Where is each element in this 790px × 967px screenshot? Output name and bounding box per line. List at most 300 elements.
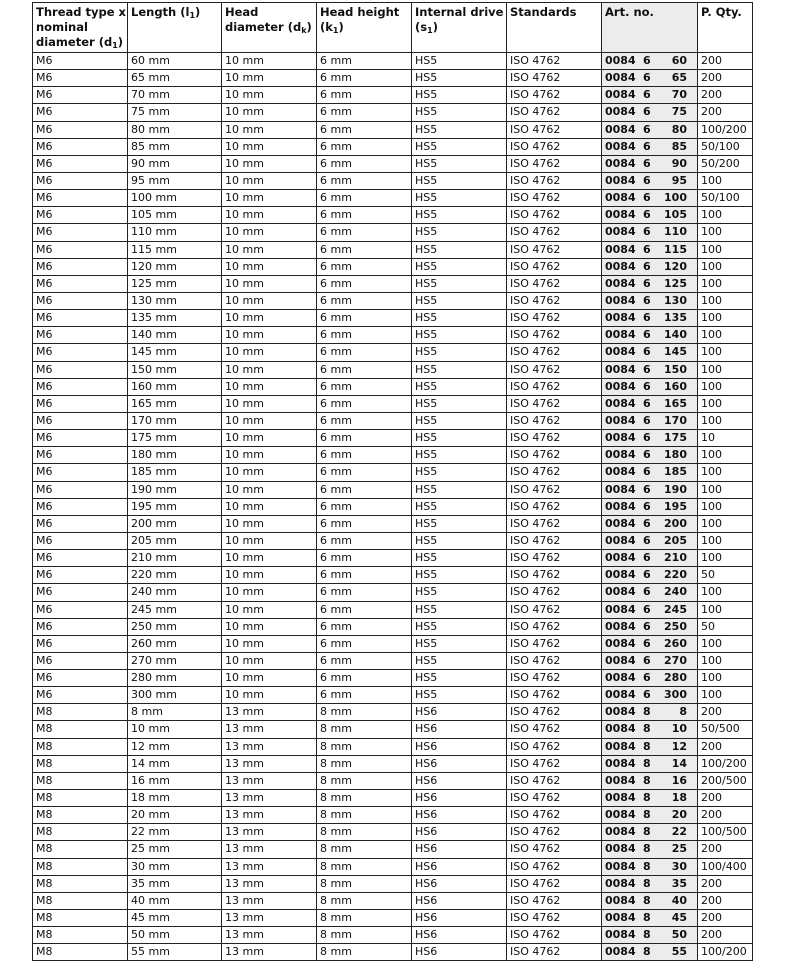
cell-standard: ISO 4762 — [507, 70, 602, 87]
art-no-part: 6 — [643, 602, 651, 616]
header-standards: Standards — [507, 3, 602, 53]
cell-p-qty: 200/500 — [698, 772, 753, 789]
cell-thread: M6 — [33, 241, 128, 258]
cell-art-no — [602, 395, 698, 412]
art-no-part: 0084 — [605, 653, 636, 667]
table-row — [33, 841, 753, 858]
table-row — [33, 515, 753, 532]
art-no-part: 0084 — [605, 825, 636, 839]
art-no-part: 6 — [643, 379, 651, 393]
cell-thread: M8 — [33, 841, 128, 858]
art-no-part: 0084 — [605, 328, 636, 342]
art-no-part: 22 — [671, 825, 687, 839]
art-no-part: 60 — [671, 54, 687, 67]
cell-standard: ISO 4762 — [507, 927, 602, 944]
cell-length: 100 mm — [128, 190, 222, 207]
cell-head-height: 8 mm — [317, 790, 412, 807]
table-row — [33, 275, 753, 292]
cell-internal-drive: HS5 — [412, 258, 507, 275]
cell-head-diameter: 10 mm — [222, 258, 317, 275]
cell-head-diameter: 13 mm — [222, 841, 317, 858]
art-no-part: 0084 — [605, 71, 636, 85]
cell-head-height: 6 mm — [317, 327, 412, 344]
cell-head-diameter: 10 mm — [222, 584, 317, 601]
cell-standard: ISO 4762 — [507, 275, 602, 292]
cell-head-height: 8 mm — [317, 738, 412, 755]
cell-thread: M8 — [33, 790, 128, 807]
cell-length: 40 mm — [128, 892, 222, 909]
art-no-part: 145 — [664, 345, 687, 359]
table-row — [33, 584, 753, 601]
cell-length: 65 mm — [128, 70, 222, 87]
table-row — [33, 241, 753, 258]
table-row — [33, 687, 753, 704]
cell-standard: ISO 4762 — [507, 910, 602, 927]
cell-p-qty: 200 — [698, 892, 753, 909]
cell-internal-drive: HS5 — [412, 70, 507, 87]
cell-internal-drive: HS5 — [412, 241, 507, 258]
table-row — [33, 104, 753, 121]
cell-art-no — [602, 224, 698, 241]
cell-p-qty: 100 — [698, 241, 753, 258]
cell-head-height: 6 mm — [317, 275, 412, 292]
table-row — [33, 772, 753, 789]
cell-thread: M8 — [33, 910, 128, 927]
cell-p-qty: 100 — [698, 515, 753, 532]
cell-standard: ISO 4762 — [507, 841, 602, 858]
art-no-part: 6 — [643, 551, 651, 565]
cell-art-no — [602, 447, 698, 464]
cell-thread: M6 — [33, 515, 128, 532]
cell-art-no — [602, 53, 698, 70]
art-no-part: 115 — [664, 242, 687, 256]
cell-standard: ISO 4762 — [507, 498, 602, 515]
cell-p-qty: 100 — [698, 344, 753, 361]
cell-internal-drive: HS5 — [412, 567, 507, 584]
cell-p-qty: 10 — [698, 430, 753, 447]
cell-art-no — [602, 292, 698, 309]
art-no-part: 6 — [643, 311, 651, 325]
art-no-part: 6 — [643, 173, 651, 187]
table-row — [33, 464, 753, 481]
table-row — [33, 704, 753, 721]
header-p-qty: P. Qty. — [698, 3, 753, 53]
table-row — [33, 53, 753, 70]
cell-internal-drive: HS6 — [412, 824, 507, 841]
cell-standard: ISO 4762 — [507, 601, 602, 618]
cell-p-qty: 100 — [698, 635, 753, 652]
art-no-part: 0084 — [605, 705, 636, 719]
cell-head-height: 6 mm — [317, 190, 412, 207]
header-head-height: Head height $(k_1)$ — [317, 3, 412, 53]
cell-art-no — [602, 344, 698, 361]
cell-length: 20 mm — [128, 807, 222, 824]
art-no-part: 0084 — [605, 568, 636, 582]
cell-thread: M6 — [33, 652, 128, 669]
art-no-part: 0084 — [605, 928, 636, 942]
cell-standard: ISO 4762 — [507, 327, 602, 344]
header-row — [33, 3, 753, 53]
art-no-part: 0084 — [605, 259, 636, 273]
cell-head-diameter: 13 mm — [222, 772, 317, 789]
cell-p-qty: 100 — [698, 395, 753, 412]
art-no-part: 6 — [643, 499, 651, 513]
cell-head-diameter: 13 mm — [222, 875, 317, 892]
cell-art-no — [602, 910, 698, 927]
art-no-part: 45 — [671, 911, 687, 925]
cell-length: 175 mm — [128, 430, 222, 447]
cell-standard: ISO 4762 — [507, 344, 602, 361]
cell-art-no — [602, 721, 698, 738]
table-row — [33, 430, 753, 447]
cell-p-qty: 100 — [698, 224, 753, 241]
art-no-part: 0084 — [605, 448, 636, 462]
table-row — [33, 550, 753, 567]
cell-head-height: 8 mm — [317, 858, 412, 875]
cell-head-diameter: 10 mm — [222, 138, 317, 155]
art-no-part: 65 — [671, 71, 687, 85]
cell-thread: M6 — [33, 601, 128, 618]
cell-internal-drive: HS5 — [412, 310, 507, 327]
cell-head-height: 6 mm — [317, 652, 412, 669]
cell-standard: ISO 4762 — [507, 87, 602, 104]
cell-standard: ISO 4762 — [507, 224, 602, 241]
cell-p-qty: 100 — [698, 464, 753, 481]
cell-internal-drive: HS5 — [412, 515, 507, 532]
cell-p-qty: 100 — [698, 447, 753, 464]
art-no-part: 6 — [643, 585, 651, 599]
cell-length: 205 mm — [128, 532, 222, 549]
cell-head-diameter: 10 mm — [222, 190, 317, 207]
art-no-part: 0084 — [605, 191, 636, 205]
cell-thread: M8 — [33, 772, 128, 789]
cell-art-no — [602, 790, 698, 807]
cell-art-no — [602, 532, 698, 549]
art-no-part: 0084 — [605, 482, 636, 496]
cell-head-diameter: 10 mm — [222, 87, 317, 104]
header-internal-drive: Internal drive $(s_1)$ — [412, 3, 507, 53]
cell-p-qty: 100 — [698, 481, 753, 498]
cell-standard: ISO 4762 — [507, 687, 602, 704]
cell-head-height: 6 mm — [317, 310, 412, 327]
cell-p-qty: 200 — [698, 87, 753, 104]
cell-head-height: 6 mm — [317, 412, 412, 429]
cell-head-diameter: 10 mm — [222, 104, 317, 121]
cell-internal-drive: HS5 — [412, 464, 507, 481]
table-row — [33, 892, 753, 909]
table-row — [33, 790, 753, 807]
cell-head-diameter: 13 mm — [222, 892, 317, 909]
cell-standard: ISO 4762 — [507, 378, 602, 395]
art-no-part: 6 — [643, 636, 651, 650]
cell-standard: ISO 4762 — [507, 532, 602, 549]
art-no-part: 0084 — [605, 88, 636, 102]
cell-p-qty: 200 — [698, 738, 753, 755]
cell-p-qty: 50/500 — [698, 721, 753, 738]
table-row — [33, 138, 753, 155]
cell-standard: ISO 4762 — [507, 292, 602, 309]
cell-p-qty: 100/200 — [698, 121, 753, 138]
cell-art-no — [602, 207, 698, 224]
cell-internal-drive: HS5 — [412, 87, 507, 104]
cell-standard: ISO 4762 — [507, 807, 602, 824]
cell-art-no — [602, 430, 698, 447]
art-no-part: 8 — [643, 842, 651, 856]
art-no-part: 8 — [643, 893, 651, 907]
cell-p-qty: 100 — [698, 275, 753, 292]
cell-standard: ISO 4762 — [507, 635, 602, 652]
table-row — [33, 944, 753, 961]
cell-thread: M6 — [33, 70, 128, 87]
cell-head-height: 6 mm — [317, 584, 412, 601]
cell-head-height: 6 mm — [317, 550, 412, 567]
cell-internal-drive: HS6 — [412, 910, 507, 927]
cell-head-diameter: 10 mm — [222, 121, 317, 138]
cell-thread: M6 — [33, 258, 128, 275]
cell-head-diameter: 13 mm — [222, 807, 317, 824]
cell-head-diameter: 10 mm — [222, 430, 317, 447]
cell-thread: M8 — [33, 704, 128, 721]
cell-standard: ISO 4762 — [507, 944, 602, 961]
art-no-part: 0084 — [605, 688, 636, 702]
table-row — [33, 858, 753, 875]
table-body — [33, 53, 753, 961]
cell-standard: ISO 4762 — [507, 464, 602, 481]
cell-p-qty: 200 — [698, 807, 753, 824]
art-no-part: 0084 — [605, 105, 636, 119]
art-no-part: 0084 — [605, 671, 636, 685]
cell-length: 22 mm — [128, 824, 222, 841]
art-no-part: 6 — [643, 293, 651, 307]
cell-length: 280 mm — [128, 670, 222, 687]
cell-internal-drive: HS5 — [412, 481, 507, 498]
cell-head-height: 6 mm — [317, 53, 412, 70]
art-no-part: 18 — [671, 791, 687, 805]
cell-internal-drive: HS5 — [412, 618, 507, 635]
cell-p-qty: 100 — [698, 412, 753, 429]
cell-thread: M6 — [33, 687, 128, 704]
art-no-part: 6 — [643, 568, 651, 582]
cell-p-qty: 100 — [698, 172, 753, 189]
cell-length: 80 mm — [128, 121, 222, 138]
cell-art-no — [602, 515, 698, 532]
cell-p-qty: 100/500 — [698, 824, 753, 841]
cell-standard: ISO 4762 — [507, 755, 602, 772]
cell-thread: M8 — [33, 927, 128, 944]
cell-length: 110 mm — [128, 224, 222, 241]
art-no-part: 40 — [671, 893, 687, 907]
cell-standard: ISO 4762 — [507, 567, 602, 584]
cell-art-no — [602, 618, 698, 635]
cell-head-height: 6 mm — [317, 498, 412, 515]
cell-head-diameter: 13 mm — [222, 704, 317, 721]
cell-head-diameter: 10 mm — [222, 464, 317, 481]
cell-art-no — [602, 87, 698, 104]
art-no-part: 90 — [671, 156, 687, 170]
cell-length: 12 mm — [128, 738, 222, 755]
cell-art-no — [602, 601, 698, 618]
art-no-part: 6 — [643, 105, 651, 119]
art-no-part: 6 — [643, 122, 651, 136]
cell-art-no — [602, 172, 698, 189]
table-row — [33, 395, 753, 412]
art-no-part: 6 — [643, 54, 651, 67]
cell-p-qty: 100 — [698, 292, 753, 309]
cell-internal-drive: HS6 — [412, 858, 507, 875]
cell-art-no — [602, 584, 698, 601]
cell-p-qty: 100 — [698, 532, 753, 549]
cell-standard: ISO 4762 — [507, 704, 602, 721]
cell-head-diameter: 10 mm — [222, 687, 317, 704]
cell-p-qty: 100/400 — [698, 858, 753, 875]
cell-head-diameter: 10 mm — [222, 550, 317, 567]
cell-art-no — [602, 550, 698, 567]
art-no-part: 195 — [664, 499, 687, 513]
cell-head-diameter: 10 mm — [222, 515, 317, 532]
cell-internal-drive: HS5 — [412, 155, 507, 172]
cell-standard: ISO 4762 — [507, 875, 602, 892]
cell-head-height: 6 mm — [317, 224, 412, 241]
cell-thread: M6 — [33, 87, 128, 104]
cell-thread: M6 — [33, 138, 128, 155]
art-no-part: 0084 — [605, 122, 636, 136]
cell-head-diameter: 10 mm — [222, 618, 317, 635]
cell-p-qty: 200 — [698, 927, 753, 944]
cell-p-qty: 100 — [698, 310, 753, 327]
art-no-part: 95 — [671, 173, 687, 187]
cell-standard: ISO 4762 — [507, 584, 602, 601]
cell-length: 170 mm — [128, 412, 222, 429]
art-no-part: 8 — [643, 722, 651, 736]
cell-head-diameter: 10 mm — [222, 635, 317, 652]
art-no-part: 8 — [643, 773, 651, 787]
cell-length: 140 mm — [128, 327, 222, 344]
art-no-part: 200 — [664, 516, 687, 530]
cell-p-qty: 200 — [698, 910, 753, 927]
cell-length: 35 mm — [128, 875, 222, 892]
art-no-part: 6 — [643, 345, 651, 359]
art-no-part: 0084 — [605, 842, 636, 856]
cell-head-diameter: 10 mm — [222, 412, 317, 429]
cell-head-height: 8 mm — [317, 824, 412, 841]
art-no-part: 0084 — [605, 242, 636, 256]
art-no-part: 120 — [664, 259, 687, 273]
art-no-part: 70 — [671, 88, 687, 102]
art-no-part: 8 — [679, 705, 687, 719]
cell-head-diameter: 13 mm — [222, 755, 317, 772]
cell-thread: M6 — [33, 104, 128, 121]
table-row — [33, 412, 753, 429]
cell-p-qty: 100 — [698, 652, 753, 669]
cell-thread: M6 — [33, 447, 128, 464]
cell-head-height: 6 mm — [317, 464, 412, 481]
table-row — [33, 361, 753, 378]
cell-length: 125 mm — [128, 275, 222, 292]
art-no-part: 130 — [664, 293, 687, 307]
cell-p-qty: 100 — [698, 258, 753, 275]
table-row — [33, 567, 753, 584]
art-no-part: 160 — [664, 379, 687, 393]
table-row — [33, 481, 753, 498]
table-row — [33, 155, 753, 172]
cell-internal-drive: HS6 — [412, 944, 507, 961]
cell-internal-drive: HS5 — [412, 121, 507, 138]
cell-internal-drive: HS5 — [412, 584, 507, 601]
cell-internal-drive: HS5 — [412, 292, 507, 309]
cell-standard: ISO 4762 — [507, 310, 602, 327]
cell-standard: ISO 4762 — [507, 138, 602, 155]
cell-thread: M6 — [33, 635, 128, 652]
cell-p-qty: 200 — [698, 790, 753, 807]
cell-standard: ISO 4762 — [507, 121, 602, 138]
table-row — [33, 601, 753, 618]
cell-art-no — [602, 464, 698, 481]
cell-head-height: 6 mm — [317, 601, 412, 618]
cell-p-qty: 100 — [698, 327, 753, 344]
cell-internal-drive: HS5 — [412, 275, 507, 292]
art-no-part: 0084 — [605, 156, 636, 170]
cell-standard: ISO 4762 — [507, 515, 602, 532]
cell-standard: ISO 4762 — [507, 858, 602, 875]
art-no-part: 8 — [643, 808, 651, 822]
cell-p-qty: 100 — [698, 584, 753, 601]
cell-thread: M6 — [33, 224, 128, 241]
art-no-part: 50 — [671, 928, 687, 942]
art-no-part: 190 — [664, 482, 687, 496]
cell-p-qty: 50/100 — [698, 138, 753, 155]
art-no-part: 0084 — [605, 54, 636, 67]
cell-length: 50 mm — [128, 927, 222, 944]
table-row — [33, 70, 753, 87]
cell-standard: ISO 4762 — [507, 155, 602, 172]
table-row — [33, 224, 753, 241]
table-row — [33, 87, 753, 104]
cell-head-height: 6 mm — [317, 567, 412, 584]
cell-p-qty: 200 — [698, 104, 753, 121]
art-no-part: 14 — [671, 756, 687, 770]
art-no-part: 0084 — [605, 465, 636, 479]
art-no-part: 8 — [643, 945, 651, 959]
cell-internal-drive: HS5 — [412, 635, 507, 652]
art-no-part: 210 — [664, 551, 687, 565]
header-length: Length $(l_1)$ — [128, 3, 222, 53]
cell-head-diameter: 10 mm — [222, 670, 317, 687]
cell-length: 18 mm — [128, 790, 222, 807]
art-no-part: 8 — [643, 911, 651, 925]
art-no-part: 260 — [664, 636, 687, 650]
table-row — [33, 310, 753, 327]
cell-standard: ISO 4762 — [507, 618, 602, 635]
art-no-part: 0084 — [605, 139, 636, 153]
table-row — [33, 721, 753, 738]
cell-head-diameter: 10 mm — [222, 378, 317, 395]
cell-thread: M6 — [33, 584, 128, 601]
cell-head-diameter: 13 mm — [222, 824, 317, 841]
cell-thread: M6 — [33, 344, 128, 361]
cell-head-height: 6 mm — [317, 515, 412, 532]
cell-head-height: 8 mm — [317, 755, 412, 772]
art-no-part: 6 — [643, 413, 651, 427]
art-no-part: 270 — [664, 653, 687, 667]
cell-thread: M6 — [33, 430, 128, 447]
cell-thread: M6 — [33, 327, 128, 344]
cell-head-height: 8 mm — [317, 704, 412, 721]
art-no-part: 300 — [664, 688, 687, 702]
art-no-part: 170 — [664, 413, 687, 427]
cell-head-diameter: 10 mm — [222, 172, 317, 189]
cell-length: 180 mm — [128, 447, 222, 464]
art-no-part: 0084 — [605, 945, 636, 959]
